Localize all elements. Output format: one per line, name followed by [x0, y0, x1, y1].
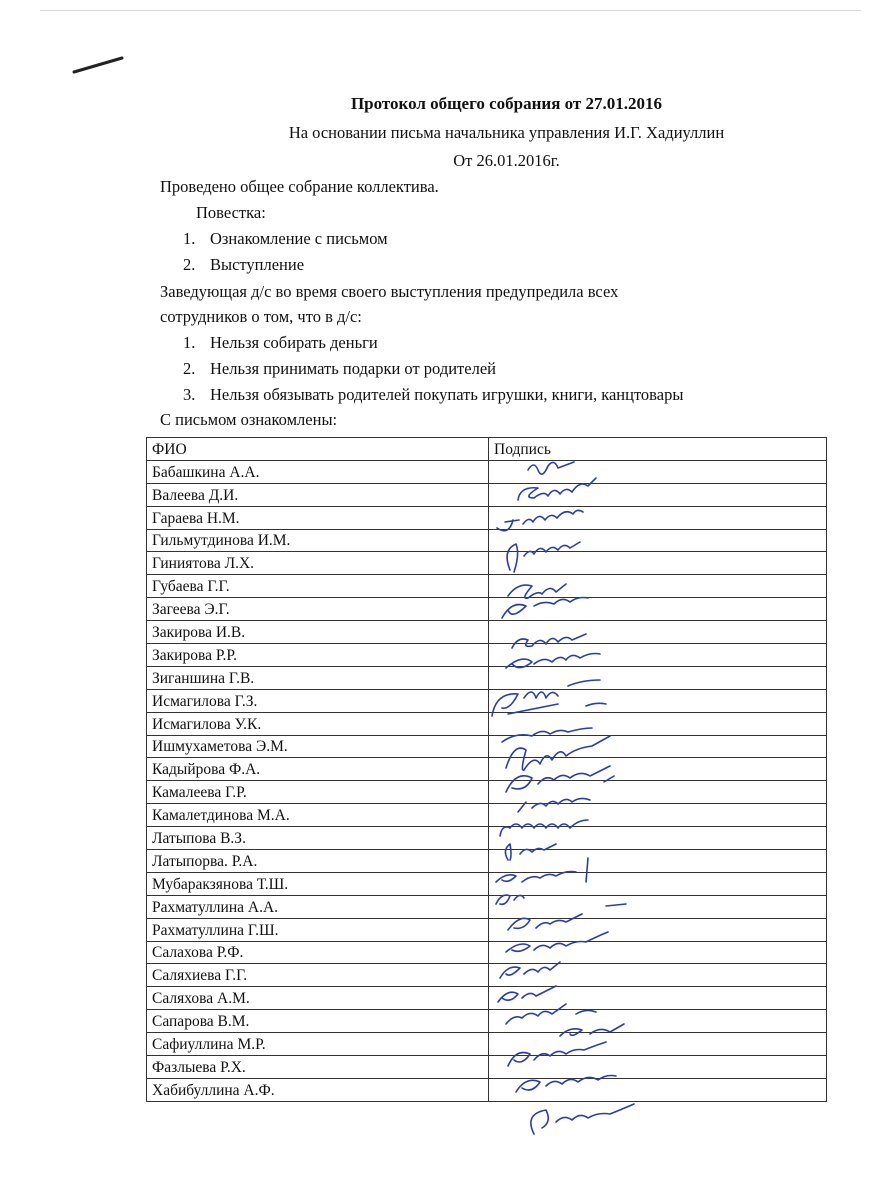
table-row	[147, 1056, 827, 1079]
agenda-item-number: 1.	[183, 229, 196, 248]
employee-name: Саляхиева Г.Г.	[147, 964, 489, 987]
signature-cell	[489, 644, 827, 667]
signature-cell	[489, 850, 827, 873]
signature-cell	[489, 941, 827, 964]
table-row	[147, 1010, 827, 1033]
employee-name: Камалеева Г.Р.	[147, 781, 489, 804]
signature-cell	[489, 552, 827, 575]
employee-name: Бабашкина А.А.	[147, 460, 489, 483]
header-signature: Подпись	[489, 438, 827, 461]
agenda-item	[183, 255, 304, 275]
signature-cell	[489, 1033, 827, 1056]
signature-cell	[489, 758, 827, 781]
document-title: Протокол общего собрания от 27.01.2016	[350, 94, 663, 113]
employee-name: Фазлыева Р.Х.	[147, 1056, 489, 1079]
signature-cell	[489, 529, 827, 552]
employee-name: Хабибуллина А.Ф.	[147, 1078, 489, 1101]
signature-cell	[489, 1010, 827, 1033]
table-row	[147, 575, 827, 598]
table-row	[147, 850, 827, 873]
rule-item	[183, 385, 683, 405]
rule-item-number: 3.	[183, 385, 196, 404]
rule-item	[183, 333, 378, 353]
table-row	[147, 644, 827, 667]
employee-name: Закирова И.В.	[147, 621, 489, 644]
signature-cell	[489, 918, 827, 941]
table-row	[147, 712, 827, 735]
table-row	[147, 895, 827, 918]
employee-name: Салахова Р.Ф.	[147, 941, 489, 964]
signature-cell	[489, 987, 827, 1010]
agenda-item	[183, 229, 388, 249]
signature-cell	[489, 1078, 827, 1101]
acknowledged-label: С письмом ознакомлены:	[160, 410, 338, 429]
signature-cell	[489, 483, 827, 506]
employee-name: Кадыйрова Ф.А.	[147, 758, 489, 781]
signature-cell	[489, 712, 827, 735]
agenda-item-text: Выступление	[210, 255, 305, 274]
table-row	[147, 689, 827, 712]
employee-name: Рахматуллина Г.Ш.	[147, 918, 489, 941]
table-row	[147, 941, 827, 964]
employee-name: Латыпорва. Р.А.	[147, 850, 489, 873]
pen-stroke-mark	[0, 0, 140, 90]
signature-cell	[489, 666, 827, 689]
employee-name: Мубаракзянова Т.Ш.	[147, 872, 489, 895]
table-header-row	[147, 438, 827, 461]
employee-name: Камалетдинова М.А.	[147, 804, 489, 827]
signature-cell	[489, 804, 827, 827]
table-row	[147, 598, 827, 621]
employee-name: Сафиуллина М.Р.	[147, 1033, 489, 1056]
employee-name: Зиганшина Г.В.	[147, 666, 489, 689]
agenda-title: Повестка:	[196, 203, 266, 222]
signature-table	[146, 437, 827, 1102]
employee-name: Ишмухаметова Э.М.	[147, 735, 489, 758]
document-date: От 26.01.2016г.	[453, 151, 560, 170]
table-row	[147, 506, 827, 529]
table-row	[147, 483, 827, 506]
employee-name: Латыпова В.З.	[147, 827, 489, 850]
table-row	[147, 460, 827, 483]
table-row	[147, 827, 827, 850]
table-row	[147, 735, 827, 758]
table-row	[147, 804, 827, 827]
rule-item-text: Нельзя собирать деньги	[210, 333, 378, 352]
employee-name: Гиниятова Л.Х.	[147, 552, 489, 575]
rule-item-text: Нельзя принимать подарки от родителей	[210, 359, 496, 378]
table-row	[147, 758, 827, 781]
signature-cell	[489, 872, 827, 895]
header-name: ФИО	[147, 438, 489, 461]
signature-cell	[489, 621, 827, 644]
signature-mark	[531, 1104, 634, 1134]
table-row	[147, 781, 827, 804]
signature-cell	[489, 598, 827, 621]
rule-item-number: 2.	[183, 359, 196, 378]
rule-item-number: 1.	[183, 333, 196, 352]
table-row	[147, 872, 827, 895]
signature-cell	[489, 735, 827, 758]
table-row	[147, 964, 827, 987]
signature-cell	[489, 506, 827, 529]
employee-name: Гильмутдинова И.М.	[147, 529, 489, 552]
employee-name: Губаева Г.Г.	[147, 575, 489, 598]
employee-name: Исмагилова Г.З.	[147, 689, 489, 712]
employee-name: Загеева Э.Г.	[147, 598, 489, 621]
table-row	[147, 1078, 827, 1101]
speech-line-1: Заведующая д/с во время своего выступления предупредила всех	[160, 282, 619, 301]
employee-name: Закирова Р.Р.	[147, 644, 489, 667]
agenda-item-text: Ознакомление с письмом	[210, 229, 388, 248]
rule-item	[183, 359, 496, 379]
signature-cell	[489, 964, 827, 987]
table-row	[147, 666, 827, 689]
intro-text: Проведено общее собрание коллектива.	[160, 177, 439, 196]
table-row	[147, 987, 827, 1010]
employee-name: Рахматуллина А.А.	[147, 895, 489, 918]
signature-cell	[489, 460, 827, 483]
employee-name: Валеева Д.И.	[147, 483, 489, 506]
basis-line: На основании письма начальника управления И.Г. Хадиуллин	[288, 123, 725, 142]
table-row	[147, 529, 827, 552]
table-row	[147, 552, 827, 575]
rule-item-text: Нельзя обязывать родителей покупать игрушки, книги, канцтовары	[210, 385, 684, 404]
table-row	[147, 621, 827, 644]
employee-name: Сапарова В.М.	[147, 1010, 489, 1033]
signature-cell	[489, 781, 827, 804]
table-row	[147, 918, 827, 941]
signature-cell	[489, 575, 827, 598]
signature-cell	[489, 895, 827, 918]
agenda-item-number: 2.	[183, 255, 196, 274]
table-row	[147, 1033, 827, 1056]
employee-name: Саляхова А.М.	[147, 987, 489, 1010]
signature-cell	[489, 827, 827, 850]
signature-cell	[489, 689, 827, 712]
signature-cell	[489, 1056, 827, 1079]
employee-name: Исмагилова У.К.	[147, 712, 489, 735]
speech-line-2: сотрудников о том, что в д/с:	[160, 307, 362, 326]
scan-edge	[40, 10, 861, 11]
employee-name: Гараева Н.М.	[147, 506, 489, 529]
